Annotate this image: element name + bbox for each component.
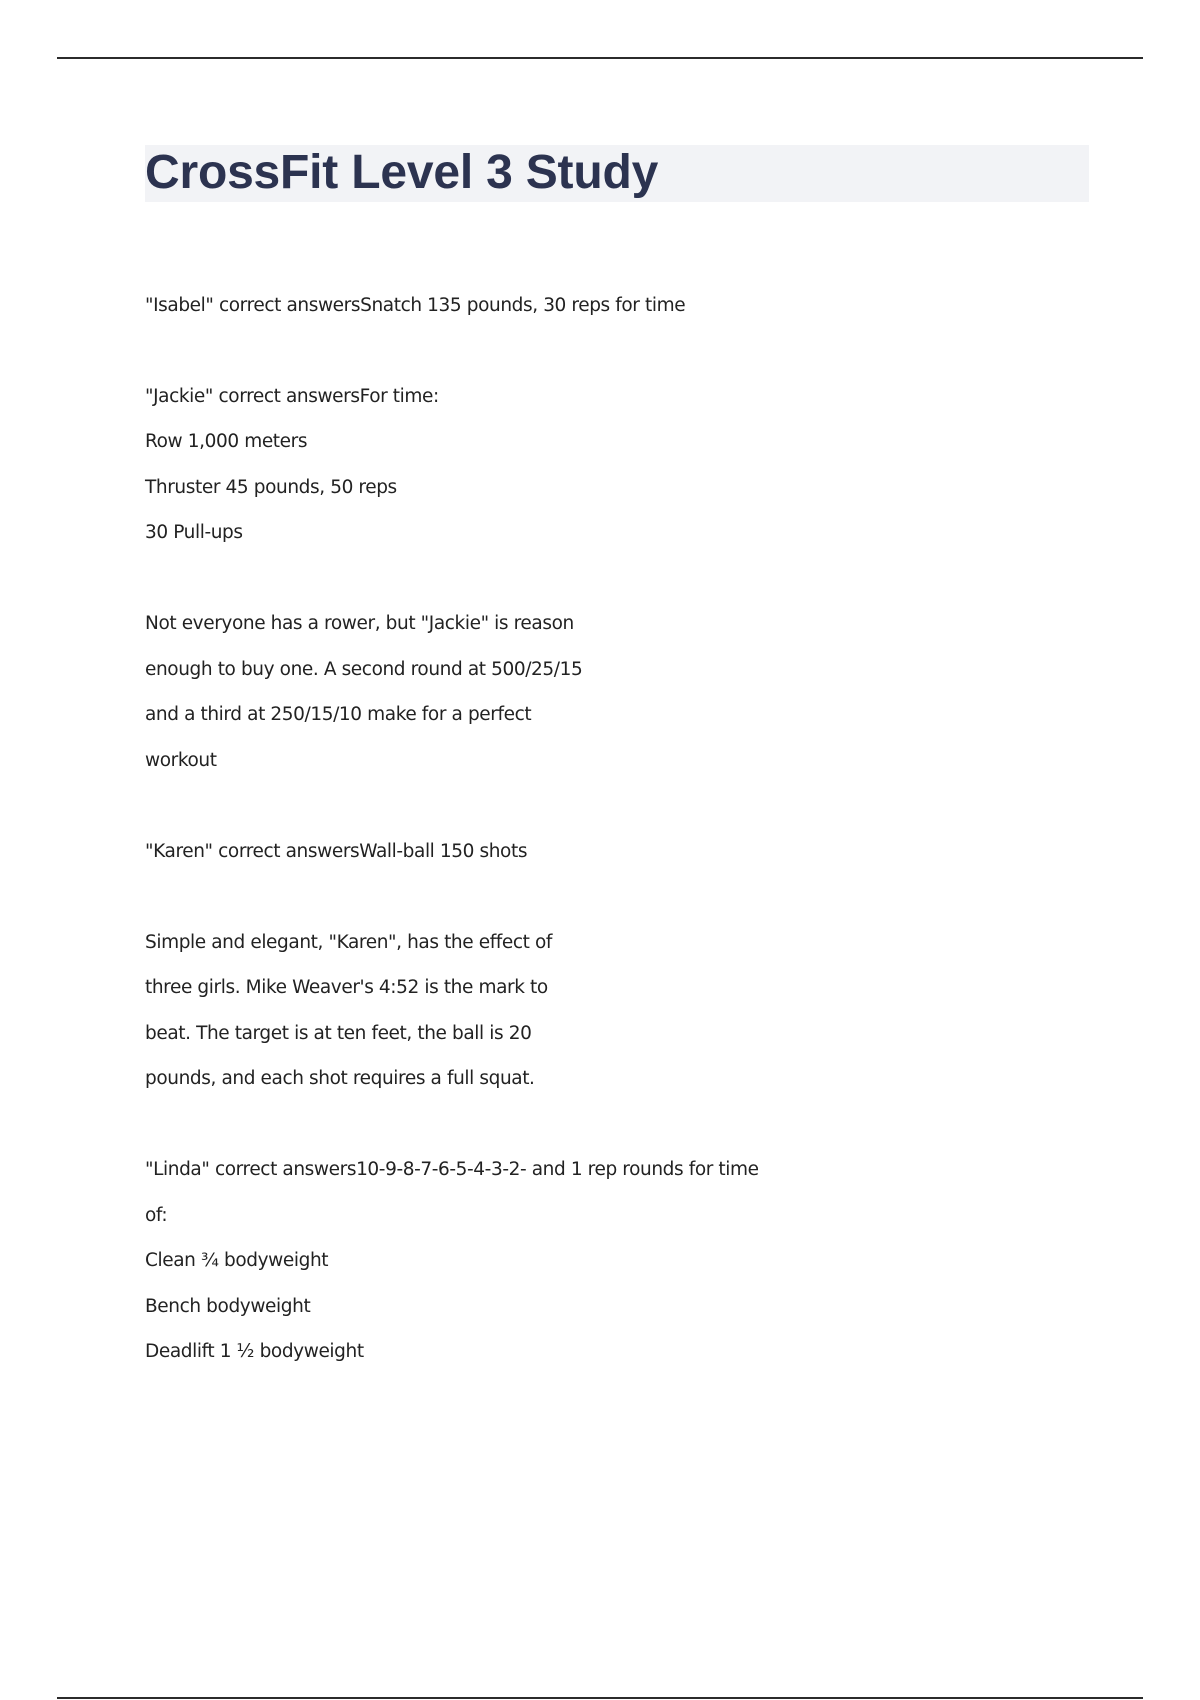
jackie-pullups: 30 Pull-ups [145, 522, 243, 543]
jackie-note-line: workout [145, 750, 217, 771]
karen-answer: "Karen" correct answersWall-ball 150 shots [145, 841, 528, 862]
linda-bench: Bench bodyweight [145, 1296, 311, 1317]
page-title: CrossFit Level 3 Study [145, 146, 659, 199]
jackie-note-line: and a third at 250/15/10 make for a perfect [145, 704, 532, 725]
jackie-answer: "Jackie" correct answersFor time: [145, 386, 439, 407]
jackie-thruster: Thruster 45 pounds, 50 reps [145, 477, 397, 498]
karen-note-line: Simple and elegant, "Karen", has the effect of [145, 932, 553, 953]
karen-note-line: pounds, and each shot requires a full squat. [145, 1068, 535, 1089]
isabel-answer: "Isabel" correct answersSnatch 135 pounds, 30 reps for time [145, 295, 686, 316]
linda-deadlift: Deadlift 1 ½ bodyweight [145, 1341, 364, 1362]
karen-note-line: beat. The target is at ten feet, the ball is 20 [145, 1023, 532, 1044]
linda-answer-continued: of: [145, 1205, 168, 1226]
jackie-note-line: enough to buy one. A second round at 500/25/15 [145, 659, 583, 680]
linda-answer: "Linda" correct answers10-9-8-7-6-5-4-3-2- and 1 rep rounds for time [145, 1159, 759, 1180]
jackie-row: Row 1,000 meters [145, 431, 308, 452]
header-rule [57, 57, 1143, 59]
karen-note-line: three girls. Mike Weaver's 4:52 is the mark to [145, 977, 548, 998]
jackie-note-line: Not everyone has a rower, but "Jackie" is reason [145, 613, 574, 634]
linda-clean: Clean ¾ bodyweight [145, 1250, 329, 1271]
footer-rule [57, 1697, 1143, 1699]
